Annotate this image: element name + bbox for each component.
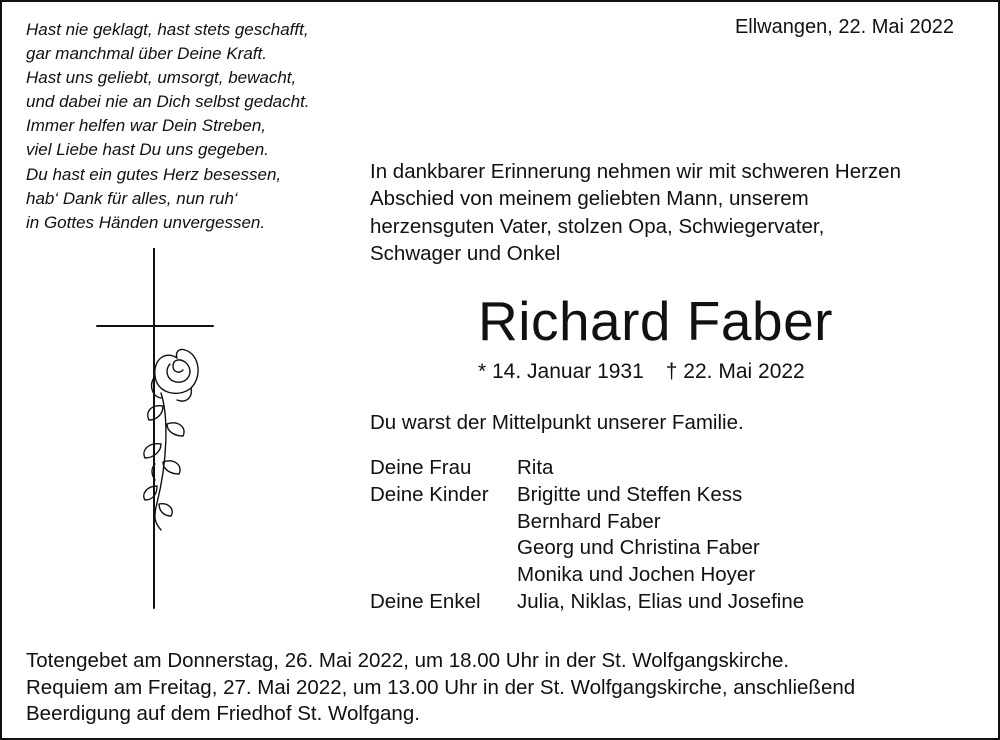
poem-line: Du hast ein gutes Herz besessen, xyxy=(26,164,282,184)
service-line: Requiem am Freitag, 27. Mai 2022, um 13.00 Uhr in der St. Wolfgangskirche, anschließend xyxy=(26,675,856,699)
family-row xyxy=(370,535,804,562)
family-row xyxy=(370,562,804,589)
family-row xyxy=(370,509,804,536)
poem-line: in Gottes Händen unvergessen. xyxy=(26,212,266,232)
relative-names: Georg und Christina Faber xyxy=(517,536,760,560)
place-and-date: Ellwangen, 22. Mai 2022 xyxy=(734,16,954,38)
poem-line: viel Liebe hast Du uns gegeben. xyxy=(26,140,269,160)
family-list xyxy=(370,455,804,616)
poem-line: Immer helfen war Dein Streben, xyxy=(26,116,266,136)
intro-line: Schwager und Onkel xyxy=(370,242,561,266)
relative-names: Bernhard Faber xyxy=(517,509,661,533)
family-tagline: Du warst der Mittelpunkt unserer Familie. xyxy=(370,411,744,434)
poem-line: und dabei nie an Dich selbst gedacht. xyxy=(26,92,310,112)
poem-line: Hast uns geliebt, umsorgt, bewacht, xyxy=(26,68,297,88)
birth-date: * 14. Januar 1931 xyxy=(478,360,644,383)
intro-line: Abschied von meinem geliebten Mann, unserem xyxy=(370,187,809,211)
service-details xyxy=(26,648,855,728)
relation-label: Deine Enkel xyxy=(370,589,481,613)
relative-names: Monika und Jochen Hoyer xyxy=(517,563,756,587)
relation-label: Deine Kinder xyxy=(370,482,489,506)
poem-line: hab‘ Dank für alles, nun ruh‘ xyxy=(26,188,238,208)
relative-names: Julia, Niklas, Elias und Josefine xyxy=(517,589,805,613)
intro-line: In dankbarer Erinnerung nehmen wir mit schweren Herzen xyxy=(370,160,901,183)
cross-with-rose xyxy=(95,248,225,623)
relation-label xyxy=(370,509,517,536)
family-row xyxy=(370,482,804,509)
relation-label: Deine Frau xyxy=(370,456,472,479)
relation-label xyxy=(370,562,517,589)
life-dates xyxy=(478,360,805,384)
service-line: Totengebet am Donnerstag, 26. Mai 2022, um 18.00 Uhr in der St. Wolfgangskirche. xyxy=(26,649,790,672)
poem-line: gar manchmal über Deine Kraft. xyxy=(26,44,267,64)
family-row xyxy=(370,455,804,482)
relation-label xyxy=(370,535,517,562)
rose-icon xyxy=(144,349,198,530)
relative-names: Brigitte und Steffen Kess xyxy=(517,482,743,506)
memorial-poem xyxy=(26,18,376,235)
deceased-name: Richard Faber xyxy=(478,290,833,352)
poem-line: Hast nie geklagt, hast stets geschafft, xyxy=(26,20,309,39)
intro-text xyxy=(370,158,990,268)
death-date: † 22. Mai 2022 xyxy=(665,360,805,383)
family-row xyxy=(370,589,804,616)
service-line: Beerdigung auf dem Friedhof St. Wolfgang. xyxy=(26,702,420,725)
intro-line: herzensguten Vater, stolzen Opa, Schwiegervater, xyxy=(370,214,825,238)
cross-icon xyxy=(95,248,225,618)
relative-names: Rita xyxy=(517,456,554,479)
